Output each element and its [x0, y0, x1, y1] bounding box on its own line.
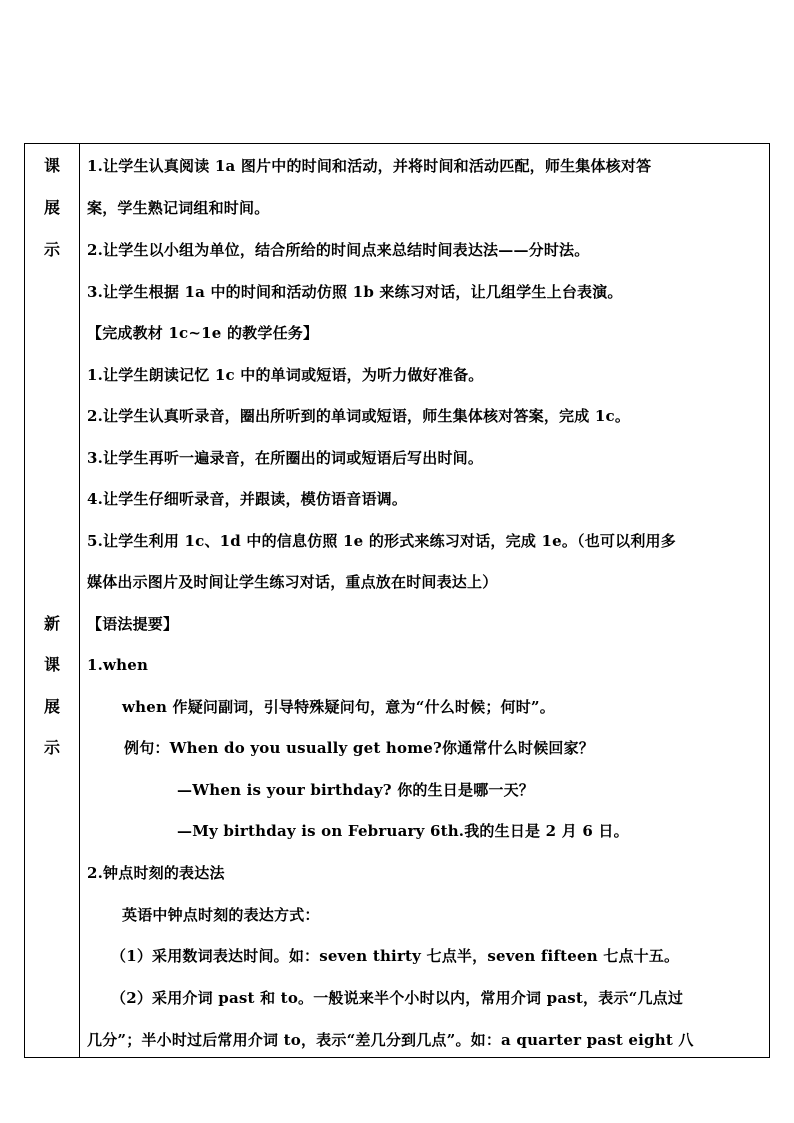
text-line: （2）采用介词 past 和 to。一般说来半个小时以内，常用介词 past，表示“几点过: [111, 989, 684, 1007]
text-line: 2.让学生认真听录音，圈出所听到的单词或短语，师生集体核对答案，完成 1c。: [87, 407, 631, 425]
example-sentence: —My birthday is on February 6th.我的生日是 2 月 6 日。: [177, 822, 629, 840]
text-line: 4.让学生仔细听录音，并跟读，模仿语音语调。: [87, 490, 408, 508]
section-label-column: [25, 144, 79, 1057]
text-line: 1.让学生认真阅读 1a 图片中的时间和活动，并将时间和活动匹配，师生集体核对答: [87, 157, 652, 175]
example-sentence: —When is your birthday? 你的生日是哪一天？: [177, 781, 534, 799]
text-line: when 作疑问副词，引导特殊疑问句，意为“什么时候；何时”。: [122, 698, 555, 716]
lesson-table: [24, 143, 770, 1058]
lesson-content: [87, 144, 767, 1057]
section-label-char: 新: [43, 614, 60, 633]
text-line: 2.钟点时刻的表达法: [87, 864, 225, 882]
column-divider: [79, 144, 80, 1057]
text-line: 案，学生熟记词组和时间。: [87, 199, 270, 217]
section-label-char: 课: [43, 156, 60, 175]
text-line: 几分”；半小时过后常用介词 to，表示“差几分到几点”。如：a quarter past eight 八: [87, 1031, 694, 1049]
text-line: （1）采用数词表达时间。如：seven thirty 七点半，seven fifteen 七点十五。: [111, 947, 680, 965]
text-line: 5.让学生利用 1c、1d 中的信息仿照 1e 的形式来练习对话，完成 1e。（也可以利用多: [87, 532, 676, 550]
text-line: 3.让学生再听一遍录音，在所圈出的词或短语后写出时间。: [87, 449, 484, 467]
text-line: 1.让学生朗读记忆 1c 中的单词或短语，为听力做好准备。: [87, 366, 484, 384]
section-label-char: 展: [43, 697, 60, 716]
section-label-char: 示: [43, 240, 60, 259]
section-label-char: 示: [43, 738, 60, 757]
text-line: 媒体出示图片及时间让学生练习对话，重点放在时间表达上）: [87, 573, 498, 591]
text-line: 1.when: [87, 656, 149, 674]
text-line: 3.让学生根据 1a 中的时间和活动仿照 1b 来练习对话，让几组学生上台表演。: [87, 283, 623, 301]
text-line: 英语中钟点时刻的表达方式：: [122, 906, 320, 924]
section-heading: 【完成教材 1c~1e 的教学任务】: [87, 324, 319, 342]
text-line: 2.让学生以小组为单位，结合所给的时间点来总结时间表达法——分时法。: [87, 241, 590, 259]
example-sentence: 例句：When do you usually get home?你通常什么时候回家？: [124, 739, 594, 757]
section-label-char: 展: [43, 198, 60, 217]
section-heading: 【语法提要】: [87, 615, 179, 633]
section-label-char: 课: [43, 655, 60, 674]
